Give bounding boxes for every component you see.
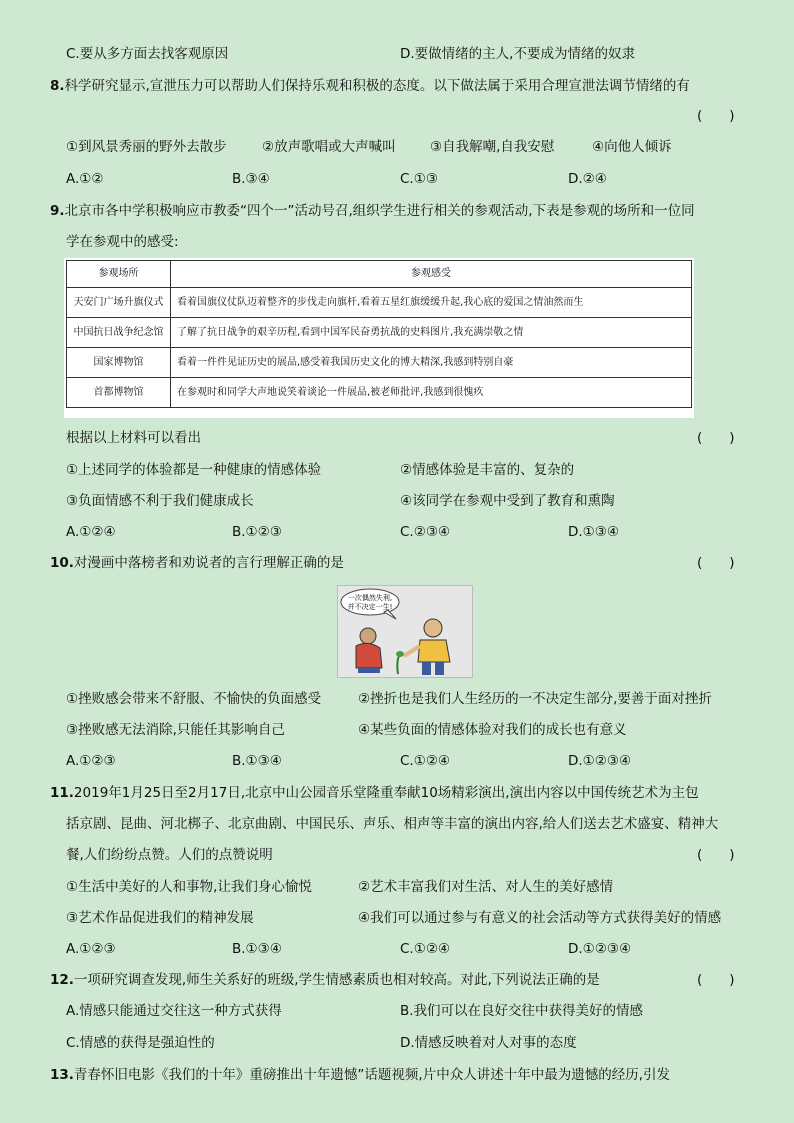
table-header-place: 参观场所 xyxy=(67,261,171,288)
q9-stem-line1 xyxy=(50,201,695,221)
q8-item-2: ②放声歌唱或大声喊叫 xyxy=(262,139,396,155)
q9-stem-text-1: 北京市各中学积极响应市教委“四个一”活动号召,组织学生进行相关的参观活动,下表是参观的场所和一位同 xyxy=(64,203,695,219)
table-cell-place: 天安门广场升旗仪式 xyxy=(67,288,171,318)
q10-item-4: ④某些负面的情感体验对我们的成长也有意义 xyxy=(358,722,627,738)
q9-item-3: ③负面情感不利于我们健康成长 xyxy=(66,493,254,509)
q8-stem xyxy=(50,76,690,96)
q9-item-2: ②情感体验是丰富的、复杂的 xyxy=(400,462,575,478)
q9-lead: 根据以上材料可以看出 xyxy=(66,430,201,446)
table-header-row xyxy=(67,261,692,288)
q7-option-c: C.要从多方面去找客观原因 xyxy=(66,46,229,62)
q8-item-3: ③自我解嘲,自我安慰 xyxy=(430,139,555,155)
table-row xyxy=(67,378,692,408)
q11-stem-line3: 餐,人们纷纷点赞。人们的点赞说明 xyxy=(66,847,273,863)
q9-stem-line2: 学在参观中的感受: xyxy=(66,234,179,250)
q9-answer-paren: ( ) xyxy=(697,430,735,446)
table-cell-place: 中国抗日战争纪念馆 xyxy=(67,318,171,348)
q10-option-d: D.①②③④ xyxy=(568,753,632,769)
q11-stem-line2: 括京剧、昆曲、河北梆子、北京曲剧、中国民乐、声乐、相声等丰富的演出内容,给人们送去艺术盛宴、精神大 xyxy=(66,816,719,832)
table-row xyxy=(67,318,692,348)
table-header-feeling: 参观感受 xyxy=(171,261,692,288)
q7-option-d: D.要做情绪的主人,不要成为情绪的奴隶 xyxy=(400,46,635,62)
q12-answer-paren: ( ) xyxy=(697,972,735,988)
q10-option-c: C.①②④ xyxy=(400,753,451,769)
q11-option-b: B.①③④ xyxy=(232,941,282,957)
q11-item-3: ③艺术作品促进我们的精神发展 xyxy=(66,910,254,926)
q8-option-a: A.①② xyxy=(66,171,104,187)
cartoon-illustration xyxy=(338,586,472,677)
q9-option-d: D.①③④ xyxy=(568,524,619,540)
q11-stem-text-1: 2019年1月25日至2月17日,北京中山公园音乐堂隆重奉献10场精彩演出,演出内容以中国传统艺术为主包 xyxy=(73,785,699,801)
q11-item-2: ②艺术丰富我们对生活、对人生的美好感情 xyxy=(358,879,614,895)
q10-item-3: ③挫败感无法消除,只能任其影响自己 xyxy=(66,722,285,738)
q13-stem xyxy=(50,1065,670,1085)
q9-item-1: ①上述同学的体验都是一种健康的情感体验 xyxy=(66,462,322,478)
q10-option-b: B.①③④ xyxy=(232,753,282,769)
cartoon-bubble-line2: 并不决定一生! xyxy=(347,603,393,611)
q8-answer-paren: ( ) xyxy=(697,108,735,124)
q9-option-b: B.①②③ xyxy=(232,524,282,540)
q11-stem-line1 xyxy=(50,783,699,803)
q8-option-b: B.③④ xyxy=(232,171,270,187)
q13-number: 13. xyxy=(50,1067,74,1083)
q11-option-a: A.①②③ xyxy=(66,941,116,957)
q8-stem-text: 科学研究显示,宣泄压力可以帮助人们保持乐观和积极的态度。以下做法属于采用合理宣泄法调节情绪的有 xyxy=(64,78,690,94)
q11-item-1: ①生活中美好的人和事物,让我们身心愉悦 xyxy=(66,879,312,895)
q8-number: 8. xyxy=(50,78,65,94)
q10-stem xyxy=(50,553,344,573)
q12-option-a: A.情感只能通过交往这一种方式获得 xyxy=(66,1003,282,1019)
q13-stem-text: 青春怀旧电影《我们的十年》重磅推出十年遗憾”话题视频,片中众人讲述十年中最为遗憾的经历,引发 xyxy=(73,1067,670,1083)
q10-item-1: ①挫败感会带来不舒服、不愉快的负面感受 xyxy=(66,691,322,707)
table-cell-feeling: 看着国旗仪仗队迈着整齐的步伐走向旗杆,看着五星红旗缓缓升起,我心底的爱国之情油然而生 xyxy=(171,288,692,318)
table-cell-place: 首都博物馆 xyxy=(67,378,171,408)
q10-option-a: A.①②③ xyxy=(66,753,116,769)
q8-option-d: D.②④ xyxy=(568,171,607,187)
q8-option-c: C.①③ xyxy=(400,171,438,187)
q9-option-c: C.②③④ xyxy=(400,524,451,540)
table-cell-feeling: 在参观时和同学大声地说笑着谈论一件展品,被老师批评,我感到很愧疚 xyxy=(171,378,692,408)
q11-option-d: D.①②③④ xyxy=(568,941,632,957)
table-cell-place: 国家博物馆 xyxy=(67,348,171,378)
cartoon-bubble-line1: 一次偶然失利, xyxy=(347,594,393,602)
q12-option-c: C.情感的获得是强迫性的 xyxy=(66,1035,215,1051)
q11-answer-paren: ( ) xyxy=(697,847,735,863)
q12-stem-text: 一项研究调查发现,师生关系好的班级,学生情感素质也相对较高。对此,下列说法正确的是 xyxy=(73,972,600,988)
q8-item-4: ④向他人倾诉 xyxy=(592,139,672,155)
q10-item-2: ②挫折也是我们人生经历的一不决定生部分,要善于面对挫折 xyxy=(358,691,712,707)
q12-stem xyxy=(50,970,600,990)
q9-number: 9. xyxy=(50,203,65,219)
q10-cartoon xyxy=(337,585,473,678)
q12-option-d: D.情感反映着对人对事的态度 xyxy=(400,1035,577,1051)
q11-item-4: ④我们可以通过参与有意义的社会活动等方式获得美好的情感 xyxy=(358,910,722,926)
q10-answer-paren: ( ) xyxy=(697,555,735,571)
q12-option-b: B.我们可以在良好交往中获得美好的情感 xyxy=(400,1003,644,1019)
q11-option-c: C.①②④ xyxy=(400,941,451,957)
q9-option-a: A.①②④ xyxy=(66,524,116,540)
q9-visit-table xyxy=(66,260,692,408)
q9-item-4: ④该同学在参观中受到了教育和熏陶 xyxy=(400,493,615,509)
q12-number: 12. xyxy=(50,972,74,988)
q10-number: 10. xyxy=(50,555,74,571)
q8-item-1: ①到风景秀丽的野外去散步 xyxy=(66,139,227,155)
q11-number: 11. xyxy=(50,785,74,801)
table-cell-feeling: 看着一件件见证历史的展品,感受着我国历史文化的博大精深,我感到特别自豪 xyxy=(171,348,692,378)
q10-stem-text: 对漫画中落榜者和劝说者的言行理解正确的是 xyxy=(73,555,344,571)
table-row xyxy=(67,348,692,378)
table-row xyxy=(67,288,692,318)
table-cell-feeling: 了解了抗日战争的艰辛历程,看到中国军民奋勇抗战的史料图片,我充满崇敬之情 xyxy=(171,318,692,348)
